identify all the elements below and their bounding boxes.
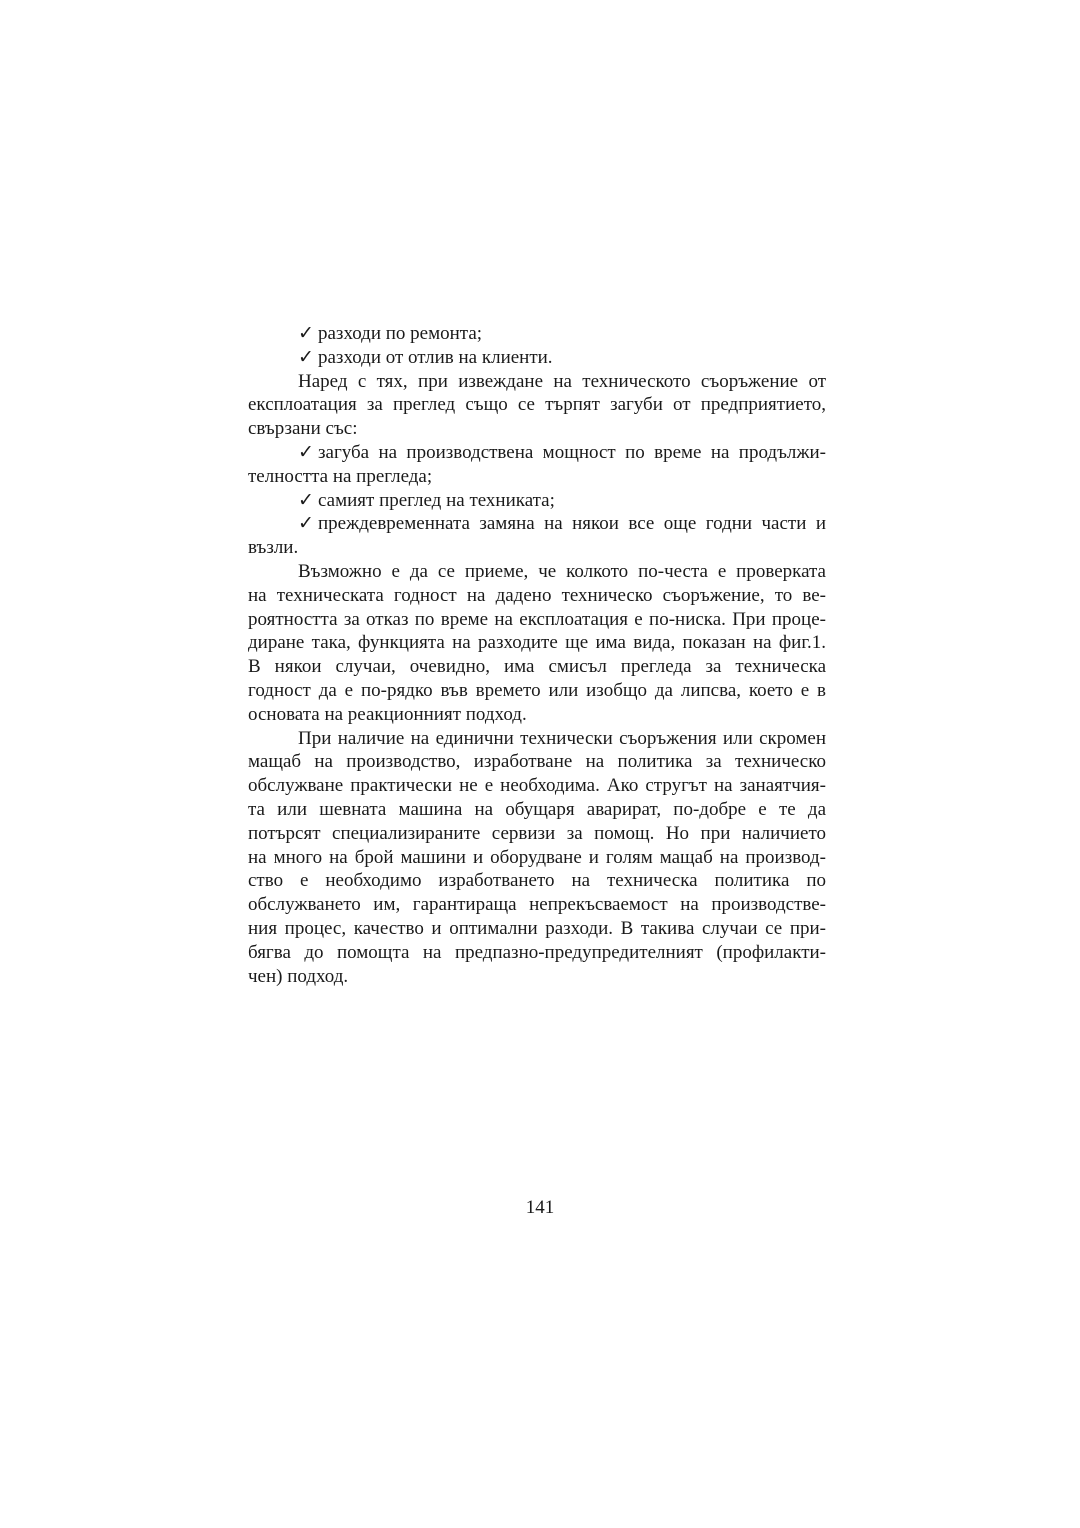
bullet-item: ✓ разходи от отлив на клиенти. (298, 346, 553, 368)
paragraph-line: чен) подход. (248, 965, 349, 987)
paragraph-line: роятността за отказ по време на експлоатация е по-ниска. При проце- (248, 608, 826, 630)
paragraph-line: Възможно е да се приеме, че колкото по-честа е проверката (298, 560, 826, 582)
paragraph-line: на много на брой машини и оборудване и голям мащаб на производ- (248, 846, 826, 868)
checkmark-icon: ✓ (298, 489, 314, 511)
paragraph-line: възли. (248, 537, 299, 559)
bullet-item: ✓ загуба на производствена мощност по време на продължи- (298, 441, 826, 463)
paragraph-line: експлоатация за преглед също се търпят загуби от предприятието, (248, 394, 826, 416)
body-text (248, 322, 826, 988)
paragraph-line: годност да е по-рядко във времето или изобщо да липсва, което е в (248, 679, 826, 701)
paragraph-line: При наличие на единични технически съоръжения или скромен (298, 727, 826, 749)
bullet-item: ✓ самият преглед на техниката; (298, 489, 555, 511)
checkmark-icon: ✓ (298, 513, 314, 535)
paragraph-line: основата на реакционният подход. (248, 703, 527, 725)
paragraph-line: телността на прегледа; (248, 465, 433, 487)
paragraph-line: Наред с тях, при извеждане на техническото съоръжение от (298, 370, 826, 392)
paragraph-line: потърсят специализираните сервизи за помощ. Но при наличието (248, 822, 826, 844)
bullet-item: ✓ разходи по ремонта; (298, 323, 483, 344)
paragraph-line: мащаб на производство, изработване на политика за техническо (248, 751, 826, 773)
checkmark-icon: ✓ (298, 346, 314, 368)
paragraph-line: обслужване практически не е необходима. Ако стругът на занаятчия- (248, 775, 826, 797)
page-number: 141 (525, 1197, 555, 1218)
paragraph-line: диране така, функцията на разходите ще има вида, показан на фиг.1. (248, 632, 826, 654)
paragraph-line: ство е необходимо изработването на техническа политика по (248, 870, 826, 892)
bullet-item: ✓ преждевременната замяна на някои все още годни части и (298, 513, 826, 535)
paragraph-line: обслужването им, гарантираща непрекъсваемост на производстве- (248, 894, 826, 916)
paragraph-line: бягва до помощта на предпазно-предупредителният (профилакти- (248, 941, 826, 963)
checkmark-icon: ✓ (298, 441, 314, 463)
paragraph-line: на техническата годност на дадено техническо съоръжение, то ве- (248, 584, 826, 606)
paragraph-line: свързани със: (248, 418, 358, 440)
paragraph-line: В някои случаи, очевидно, има смисъл прегледа за техническа (248, 656, 826, 678)
paragraph-line: та или шевната машина на обущаря аварират, по-добре е те да (248, 798, 826, 820)
checkmark-icon: ✓ (298, 323, 314, 344)
paragraph-line: ния процес, качество и оптимални разходи. В такива случаи се при- (248, 917, 826, 939)
